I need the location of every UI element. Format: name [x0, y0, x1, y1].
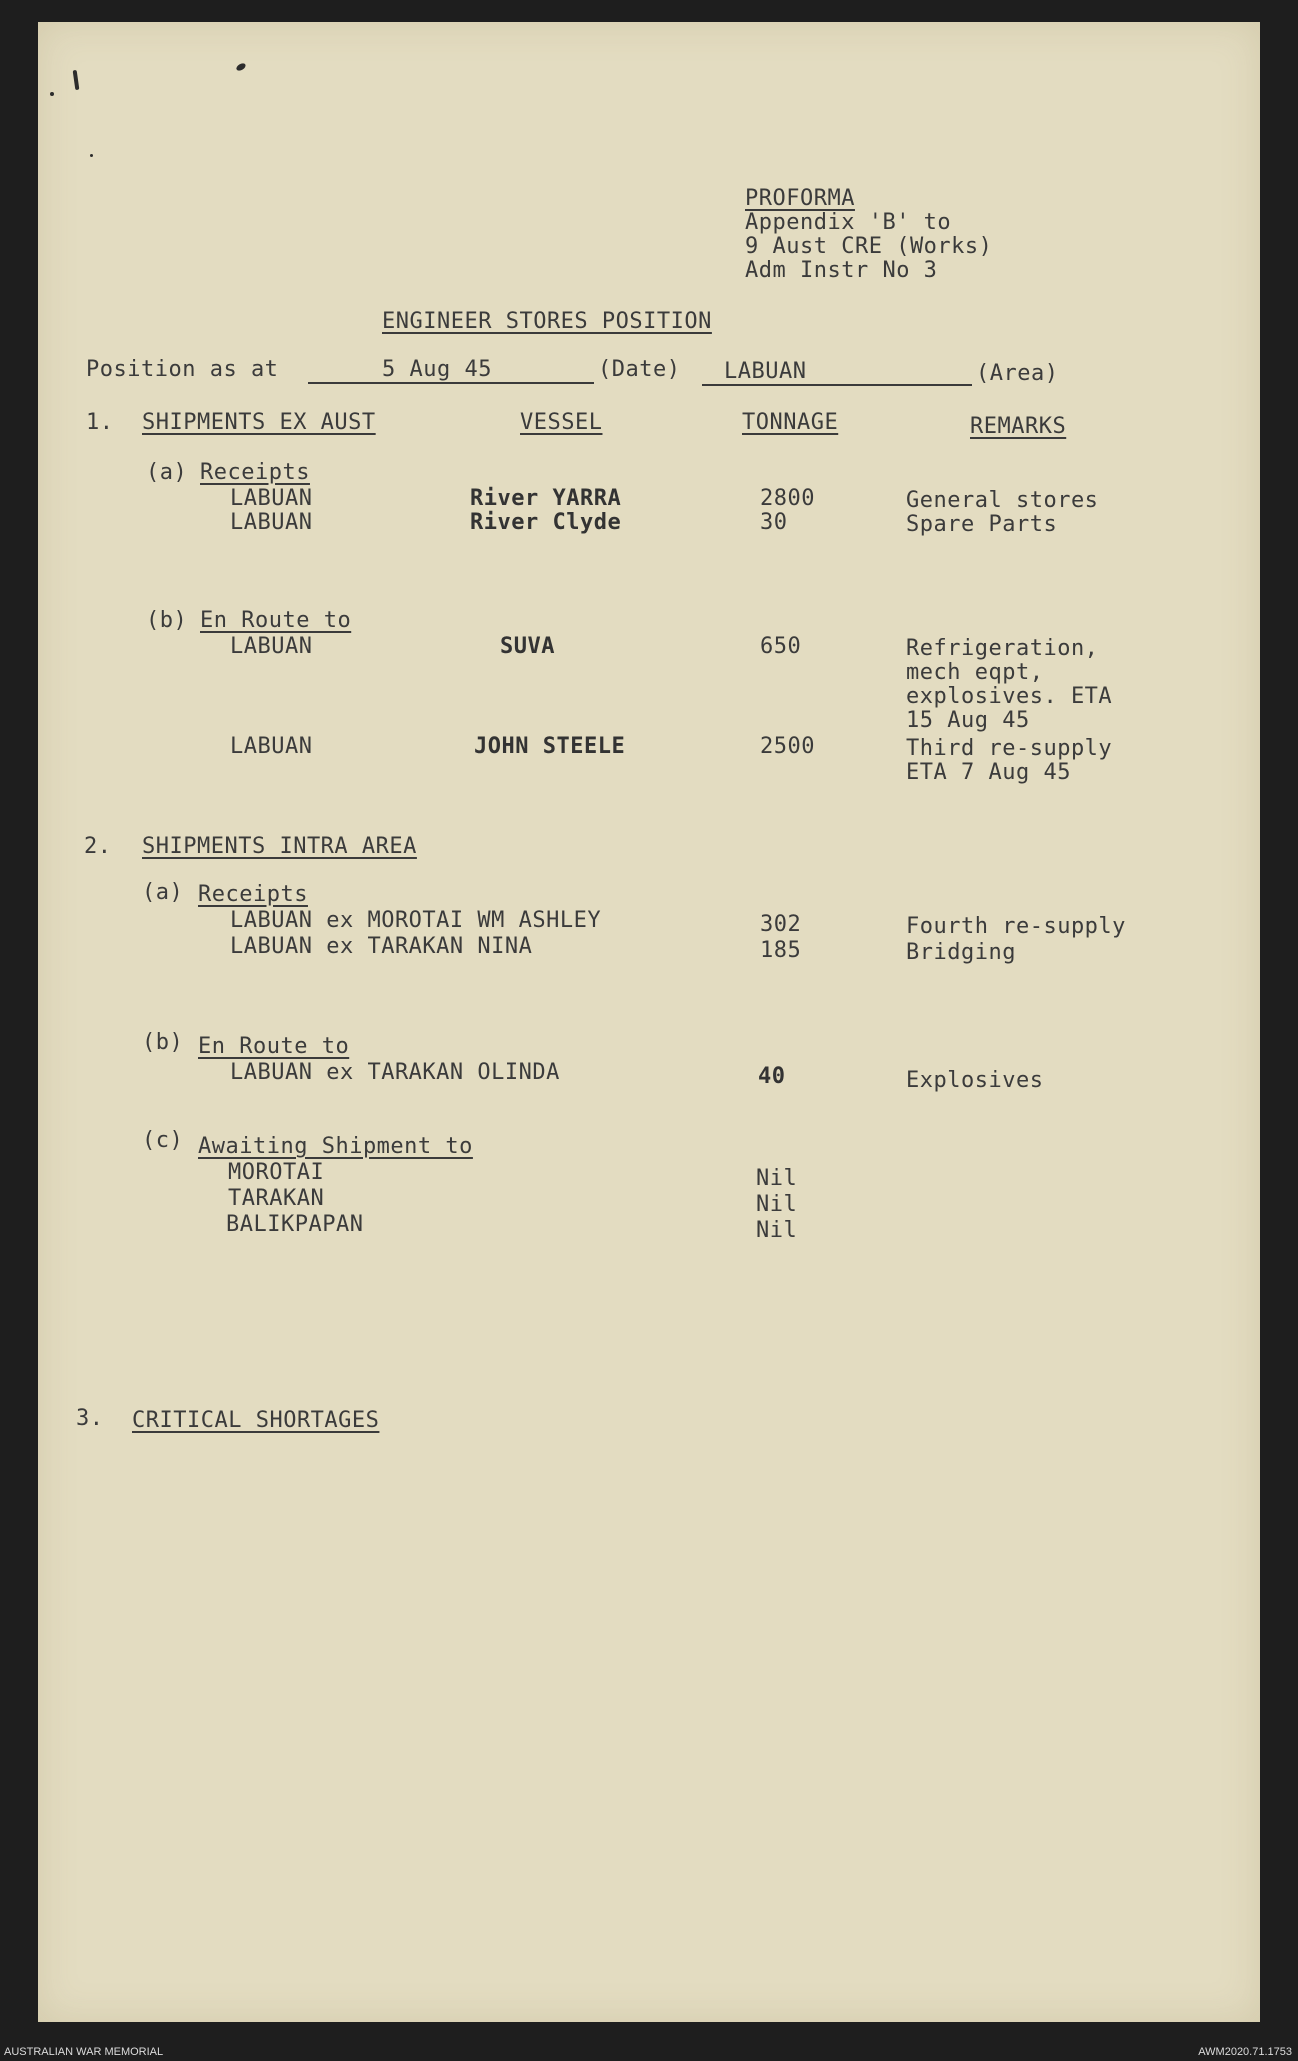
table-row-tonnage: 2500: [760, 734, 815, 759]
section2-heading: SHIPMENTS INTRA AREA: [142, 834, 417, 859]
table-row-text: BALIKPAPAN: [226, 1212, 364, 1237]
table-row-dest: LABUAN: [230, 486, 313, 511]
table-row-tonnage: Nil: [756, 1192, 798, 1217]
table-row-tonnage: 40: [758, 1064, 786, 1089]
table-row-text: TARAKAN: [228, 1186, 325, 1211]
position-date: 5 Aug 45: [382, 357, 492, 382]
section2c-label: (c): [142, 1128, 184, 1153]
section1-heading: SHIPMENTS EX AUST: [142, 410, 376, 435]
section1b-label: (b): [146, 608, 188, 633]
section1a-title: Receipts: [200, 460, 310, 485]
section2a-label: (a): [142, 880, 184, 905]
area-blank-line: [702, 384, 972, 386]
footer-accession-number: AWM2020.71.1753: [1198, 2046, 1292, 2058]
table-row-remarks: Fourth re-supply: [906, 914, 1126, 939]
table-row-text: MOROTAI: [228, 1160, 325, 1185]
column-remarks-header: REMARKS: [970, 414, 1067, 439]
table-row-remarks: Spare Parts: [906, 512, 1058, 537]
section3-heading: CRITICAL SHORTAGES: [132, 1408, 380, 1433]
table-row-remarks: mech eqpt,: [906, 660, 1044, 685]
date-blank-line: [308, 382, 594, 384]
table-row-remarks: 15 Aug 45: [906, 708, 1030, 733]
ink-mark: [73, 70, 80, 90]
table-row-text: LABUAN ex TARAKAN OLINDA: [230, 1060, 560, 1085]
table-row-tonnage: 30: [760, 510, 788, 535]
section2a-title: Receipts: [198, 882, 308, 907]
instruction-line: Adm Instr No 3: [745, 258, 938, 283]
appendix-line: Appendix 'B' to: [745, 210, 952, 235]
ink-mark: [90, 154, 93, 157]
table-row-remarks: ETA 7 Aug 45: [906, 760, 1071, 785]
column-vessel-header: VESSEL: [520, 410, 603, 435]
document-title: ENGINEER STORES POSITION: [382, 309, 712, 334]
table-row-tonnage: Nil: [756, 1218, 798, 1243]
section1a-label: (a): [146, 460, 188, 485]
unit-line: 9 Aust CRE (Works): [745, 234, 993, 259]
table-row-tonnage: 2800: [760, 486, 815, 511]
section1b-title: En Route to: [200, 608, 352, 633]
table-row-dest: LABUAN: [230, 734, 313, 759]
table-row-text: LABUAN ex TARAKAN NINA: [230, 934, 533, 959]
section1-number: 1.: [86, 410, 114, 435]
section3-number: 3.: [76, 1406, 104, 1431]
table-row-text: LABUAN ex MOROTAI WM ASHLEY: [230, 908, 602, 933]
position-area: LABUAN: [724, 359, 807, 384]
section2-number: 2.: [84, 834, 112, 859]
table-row-remarks: Third re-supply: [906, 736, 1113, 761]
ink-mark: [50, 92, 54, 96]
table-row-tonnage: 185: [760, 938, 802, 963]
table-row-remarks: explosives. ETA: [906, 684, 1113, 709]
footer-credit: AUSTRALIAN WAR MEMORIAL: [4, 2046, 164, 2058]
section2c-title: Awaiting Shipment to: [198, 1134, 473, 1159]
proforma-heading: PROFORMA: [745, 186, 855, 211]
table-row-remarks: General stores: [906, 488, 1099, 513]
table-row-remarks: Bridging: [906, 940, 1016, 965]
ink-mark: [235, 62, 247, 72]
table-row-tonnage: Nil: [756, 1166, 798, 1191]
column-tonnage-header: TONNAGE: [742, 410, 839, 435]
area-label: (Area): [976, 361, 1059, 386]
table-row-vessel: JOHN STEELE: [474, 734, 626, 759]
table-row-tonnage: 650: [760, 634, 802, 659]
table-row-remarks: Explosives: [906, 1068, 1044, 1093]
section2b-label: (b): [142, 1030, 184, 1055]
table-row-vessel: SUVA: [500, 634, 555, 659]
position-label: Position as at: [86, 357, 279, 382]
table-row-dest: LABUAN: [230, 510, 313, 535]
table-row-tonnage: 302: [760, 912, 802, 937]
table-row-vessel: River Clyde: [470, 510, 622, 535]
date-label: (Date): [598, 357, 681, 382]
table-row-remarks: Refrigeration,: [906, 636, 1099, 661]
section2b-title: En Route to: [198, 1034, 350, 1059]
table-row-vessel: River YARRA: [470, 486, 622, 511]
table-row-dest: LABUAN: [230, 634, 313, 659]
